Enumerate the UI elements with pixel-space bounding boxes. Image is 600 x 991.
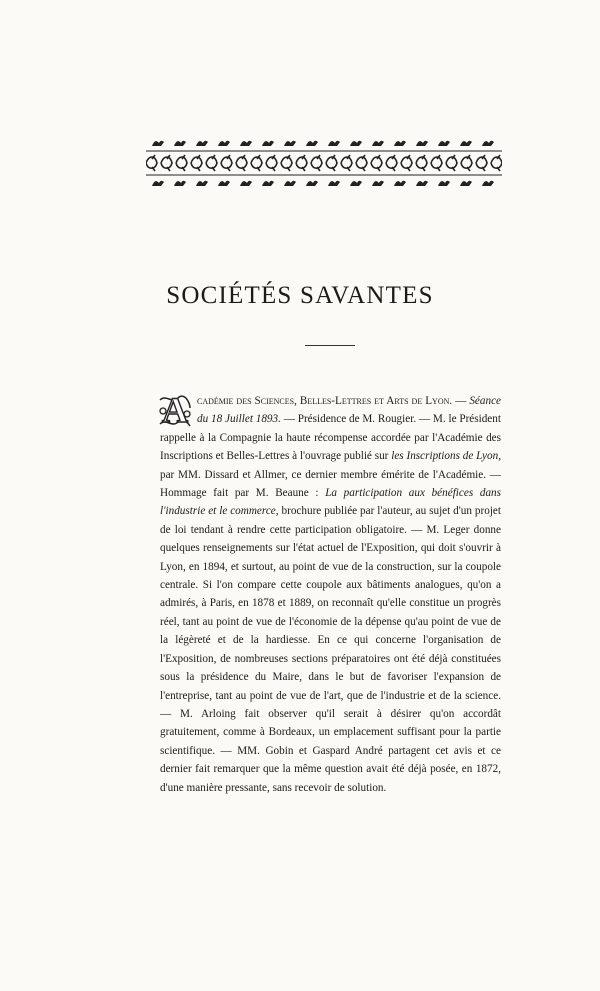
- book-title: les Inscriptions de Lyon,: [391, 450, 502, 463]
- dropcap-letter: A: [162, 390, 188, 430]
- title-divider: [305, 345, 355, 346]
- brochure-title: La participation aux bénéfices dans l'industrie et le commerce,: [160, 487, 501, 518]
- text-run: brochure publiée par l'auteur, au sujet d'un projet de loi tendant à rendre cette participation obligatoire. — M. Leger donne quelques renseignements sur l'état actuel de l'Exposition, qui doit s'ouvrir à Lyon, en 1894, et surtout, au point de vue de la construction, sur la coupole centrale. Si l'on compare cette coupole aux bâtiments analogues, qu'on a admirés, à Paris, en 1878 et 1889, on reconnaît qu'elle constitue un progrès réel, tant au point de vue de l'économie de la dépense qu'au point de vue de la légèreté et de la hardiesse. En ce qui concerne l'organisation de l'Exposition, de nombreuses sections préparatoires ont été déjà constituées sous la présidence du Maire, dans le but de favoriser l'expansion de l'entreprise, tant au point de vue de l'art, que de l'industrie et de la science. — M. Arloing fait observer qu'il serait à désirer qu'on accordât gratuitement, comme à Bordeaux, un emplacement suffisant pour la partie scientifique. — MM. Gobin et Gaspard André partagent cet avis et ce dernier fait remarquer que la même question avait été déjà posée, en 1872, d'une manière pressante, sans recevoir de solution.: [160, 505, 501, 794]
- page-title: SOCIÉTÉS SAVANTES: [166, 282, 434, 309]
- session-date: Séance du 18 Juillet 1893.: [197, 395, 502, 426]
- text-run: par MM. Dissard et Allmer, ce dernier membre émérite de l'Académie. — Hommage fait par M. Beaune :: [160, 468, 501, 500]
- text-run: —: [452, 395, 470, 407]
- text-run: — Présidence de M. Rougier. — M. le Président rappelle à la Compagnie la haute récompense accordée par l'Académie des Inscriptions et Belles-Lettres à l'ouvrage publié sur: [160, 413, 501, 463]
- floral-band-ornament-icon: [146, 134, 502, 196]
- academy-name: cadémie des Sciences, Belles-Lettres et Arts de Lyon.: [197, 395, 453, 407]
- article-body: [160, 392, 501, 797]
- dropcap: [158, 390, 192, 430]
